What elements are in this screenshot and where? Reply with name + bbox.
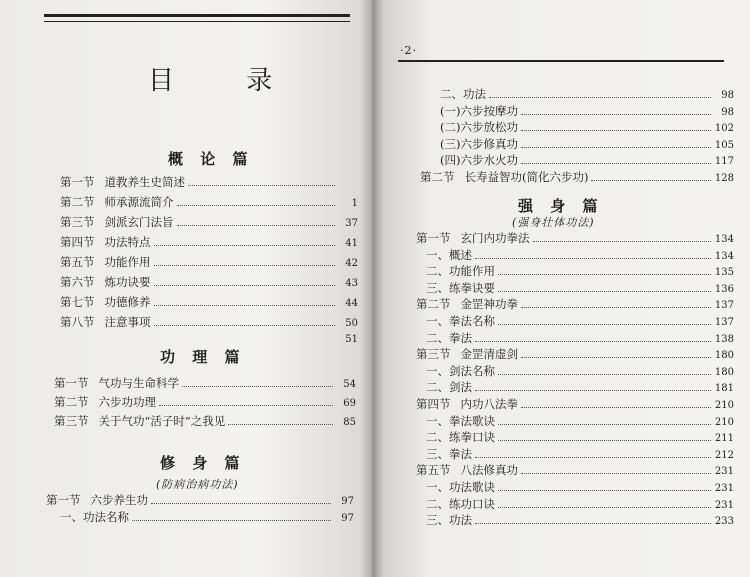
toc-leader-dots <box>154 284 336 286</box>
toc-row-section-number: 第三节 <box>416 347 451 362</box>
section-subtitle-cultivation: (防病治病功法) <box>156 478 239 491</box>
section-title-strength: 强 身 篇 <box>518 197 604 215</box>
toc-row <box>60 509 354 525</box>
toc-row <box>426 330 734 346</box>
toc-row <box>60 314 358 330</box>
toc-row-page: 54 <box>343 379 356 390</box>
toc-row-title: 师承源流简介 <box>104 195 174 209</box>
toc-row <box>54 394 356 410</box>
toc-row-page: 233 <box>714 516 734 528</box>
toc-leader-dots <box>521 356 711 358</box>
header-rule <box>44 14 350 22</box>
toc-row-page: 231 <box>714 483 734 494</box>
toc-row-title: 二、拳法 <box>426 330 472 345</box>
toc-row-page: 37 <box>345 218 358 229</box>
toc-leader-dots <box>498 489 711 491</box>
toc-row-page: 231 <box>714 466 734 478</box>
toc-row-page: 85 <box>343 417 356 428</box>
toc-row-title: (三)六步修真功 <box>440 136 518 151</box>
toc-row-page: 181 <box>714 383 734 395</box>
toc-leader-dots <box>475 456 711 458</box>
toc-row-title: 一、拳法名称 <box>426 314 495 328</box>
toc-leader-dots <box>182 385 333 387</box>
toc-row-page: 138 <box>714 333 734 345</box>
toc-row-title: 一、剑法名称 <box>426 363 495 378</box>
toc-row <box>426 247 734 263</box>
toc-row <box>426 313 734 329</box>
toc-leader-dots <box>521 129 711 131</box>
toc-leader-dots <box>475 522 711 524</box>
page-number: ·2· <box>400 44 417 57</box>
toc-row-title: 内功八法拳 <box>460 397 518 411</box>
section-title-overview: 概 论 篇 <box>168 150 254 168</box>
toc-row-title: 二、剑法 <box>426 380 472 395</box>
toc-row-title: 三、练拳诀要 <box>426 280 495 295</box>
toc-row-title: 八法修真功 <box>460 463 518 478</box>
toc-row <box>440 86 734 102</box>
toc-row-page: 98 <box>721 106 734 118</box>
toc-row-title: 二、功法 <box>440 87 486 101</box>
toc-row-title: 金罡清虚剑 <box>460 347 518 362</box>
toc-row <box>416 396 734 412</box>
toc-row-section-number: 第二节 <box>420 169 455 184</box>
toc-row-page: 51 <box>345 334 358 345</box>
toc-row <box>54 375 356 391</box>
toc-row-page: 102 <box>714 123 734 134</box>
toc-row-page: 231 <box>714 499 734 511</box>
toc-row-title: 三、拳法 <box>426 446 472 461</box>
toc-row <box>440 152 734 168</box>
toc-row <box>440 119 734 135</box>
toc-row <box>416 230 734 246</box>
toc-row-section-number: 第四节 <box>60 235 95 249</box>
toc-leader-dots <box>475 340 711 342</box>
toc-row-title: 注意事项 <box>104 315 151 329</box>
toc-row-title: 六步养生功 <box>90 493 148 507</box>
toc-row <box>60 174 358 190</box>
section-title-theory: 功 理 篇 <box>160 348 246 366</box>
toc-row-section-number: 第三节 <box>60 215 95 229</box>
toc-row <box>426 263 734 279</box>
toc-row-page: 69 <box>343 398 356 409</box>
toc-leader-dots <box>521 406 711 408</box>
toc-row-title: 长寿益智功(简化六步功) <box>464 169 589 184</box>
toc-row-page: 97 <box>341 513 354 524</box>
toc-leader-dots <box>521 162 711 164</box>
toc-row-title: (二)六步放松功 <box>440 120 518 134</box>
toc-row-page: 44 <box>345 298 358 309</box>
toc-row-page: 210 <box>714 416 734 428</box>
toc-row-page: 211 <box>714 433 734 445</box>
toc-leader-dots <box>521 113 711 115</box>
toc-leader-dots <box>151 502 331 504</box>
toc-row-page: 180 <box>714 366 734 378</box>
toc-row-section-number: 第七节 <box>60 295 95 309</box>
toc-row <box>426 379 734 395</box>
toc-row-title: 功德修养 <box>104 295 151 309</box>
toc-row <box>420 169 734 185</box>
toc-row <box>416 296 734 312</box>
toc-row <box>60 214 358 230</box>
toc-leader-dots <box>475 389 711 391</box>
toc-leader-dots <box>498 290 711 292</box>
toc-row <box>426 512 734 528</box>
toc-row-title: 六步功功理 <box>98 395 156 409</box>
toc-row-page: 137 <box>714 317 734 328</box>
toc-row-title: 金罡神功拳 <box>460 297 518 312</box>
toc-row-page: 117 <box>714 156 734 167</box>
toc-row <box>426 429 734 445</box>
toc-leader-dots <box>154 324 336 326</box>
toc-row <box>426 496 734 512</box>
toc-row <box>426 413 734 429</box>
toc-row <box>440 136 734 152</box>
toc-leader-dots <box>154 304 336 306</box>
toc-row-title: 道教养生史简述 <box>104 175 185 189</box>
toc-leader-dots <box>498 273 711 275</box>
toc-row-title: (一)六步按摩功 <box>440 103 518 118</box>
toc-leader-dots <box>521 306 711 308</box>
toc-row-section-number: 第一节 <box>416 231 451 245</box>
toc-row-section-number: 第四节 <box>416 397 451 411</box>
toc-row-title: 二、练功口诀 <box>426 496 495 511</box>
toc-row-title: 炼功诀要 <box>104 275 151 289</box>
toc-row <box>46 492 354 508</box>
toc-row <box>440 103 734 119</box>
toc-row-section-number: 第六节 <box>60 275 95 289</box>
toc-leader-dots <box>177 204 336 206</box>
book-gutter <box>360 0 384 577</box>
toc-row <box>60 274 358 290</box>
toc-leader-dots <box>591 179 711 181</box>
toc-row-title: 功法特点 <box>104 235 151 249</box>
toc-leader-dots <box>177 224 336 226</box>
toc-row <box>60 194 358 210</box>
toc-leader-dots <box>154 244 336 246</box>
toc-row <box>60 254 358 270</box>
toc-leader-dots <box>489 96 711 98</box>
section-title-cultivation: 修 身 篇 <box>160 454 246 472</box>
toc-row-title: 一、功法名称 <box>60 510 129 524</box>
toc-row-title: 二、功能作用 <box>426 264 495 279</box>
toc-row-page: 50 <box>345 318 358 329</box>
toc-row <box>416 462 734 478</box>
toc-row-page: 137 <box>714 300 734 312</box>
toc-row-section-number: 第一节 <box>54 376 89 390</box>
toc-leader-dots <box>188 184 335 186</box>
toc-row-page: 1 <box>351 198 358 209</box>
toc-row <box>60 294 358 310</box>
toc-row-title: 二、练拳口诀 <box>426 430 495 445</box>
toc-row <box>54 413 356 429</box>
toc-row-section-number: 第五节 <box>60 255 95 269</box>
toc-row-page: 41 <box>345 238 358 249</box>
toc-row-title: 剑派玄门法旨 <box>104 215 174 229</box>
toc-row-page: 136 <box>714 283 734 295</box>
toc-row-title: 一、概述 <box>426 247 472 262</box>
toc-row-title: 气功与生命科学 <box>98 376 179 390</box>
toc-row-page: 134 <box>714 234 734 245</box>
toc-leader-dots <box>475 257 711 259</box>
toc-row <box>426 280 734 296</box>
toc-row <box>426 446 734 462</box>
toc-row-page: 134 <box>714 250 734 262</box>
toc-row-page: 42 <box>345 258 358 269</box>
toc-row <box>426 479 734 495</box>
toc-row <box>416 346 734 362</box>
toc-row-section-number: 第八节 <box>60 315 95 329</box>
toc-row-section-number: 第三节 <box>54 414 89 428</box>
toc-row-section-number: 第一节 <box>46 493 81 507</box>
toc-row-title: 一、拳法歌诀 <box>426 413 495 428</box>
toc-row-title: 功能作用 <box>104 255 151 269</box>
toc-leader-dots <box>498 423 711 425</box>
toc-row-page: 128 <box>714 172 734 184</box>
toc-row-title: 一、功法歌诀 <box>426 480 495 494</box>
toc-leader-dots <box>498 373 711 375</box>
toc-row-page: 98 <box>721 90 734 101</box>
toc-leader-dots <box>498 506 711 508</box>
toc-row-page: 97 <box>341 496 354 507</box>
toc-row-section-number: 第二节 <box>60 195 95 209</box>
toc-title: 目 录 <box>148 66 305 96</box>
toc-leader-dots <box>159 404 333 406</box>
toc-row <box>60 234 358 250</box>
toc-row-page: 105 <box>714 139 734 151</box>
toc-row-page: 135 <box>714 267 734 279</box>
toc-leader-dots <box>154 264 336 266</box>
toc-row <box>426 363 734 379</box>
section-subtitle-strength: (强身壮体功法) <box>512 216 595 229</box>
toc-leader-dots <box>498 439 711 441</box>
toc-row-title: 玄门内功拳法 <box>460 231 530 245</box>
toc-row-title: (四)六步水火功 <box>440 153 518 167</box>
toc-row-section-number: 第二节 <box>54 395 89 409</box>
toc-leader-dots <box>521 146 711 148</box>
toc-row-section-number: 第一节 <box>60 175 95 189</box>
toc-row-page: 180 <box>714 350 734 362</box>
toc-leader-dots <box>533 240 712 242</box>
header-rule-right <box>398 60 724 62</box>
toc-row-page: 43 <box>345 278 358 289</box>
toc-leader-dots <box>228 423 333 425</box>
toc-row-section-number: 第二节 <box>416 297 451 312</box>
toc-row-title: 关于气功“活子时”之我见 <box>98 414 226 428</box>
toc-leader-dots <box>132 519 331 521</box>
toc-row-page: 212 <box>714 449 734 461</box>
toc-leader-dots <box>498 323 711 325</box>
toc-row-title: 三、功法 <box>426 513 472 528</box>
toc-row-page: 210 <box>714 400 734 411</box>
toc-row-section-number: 第五节 <box>416 463 451 478</box>
toc-leader-dots <box>521 472 711 474</box>
